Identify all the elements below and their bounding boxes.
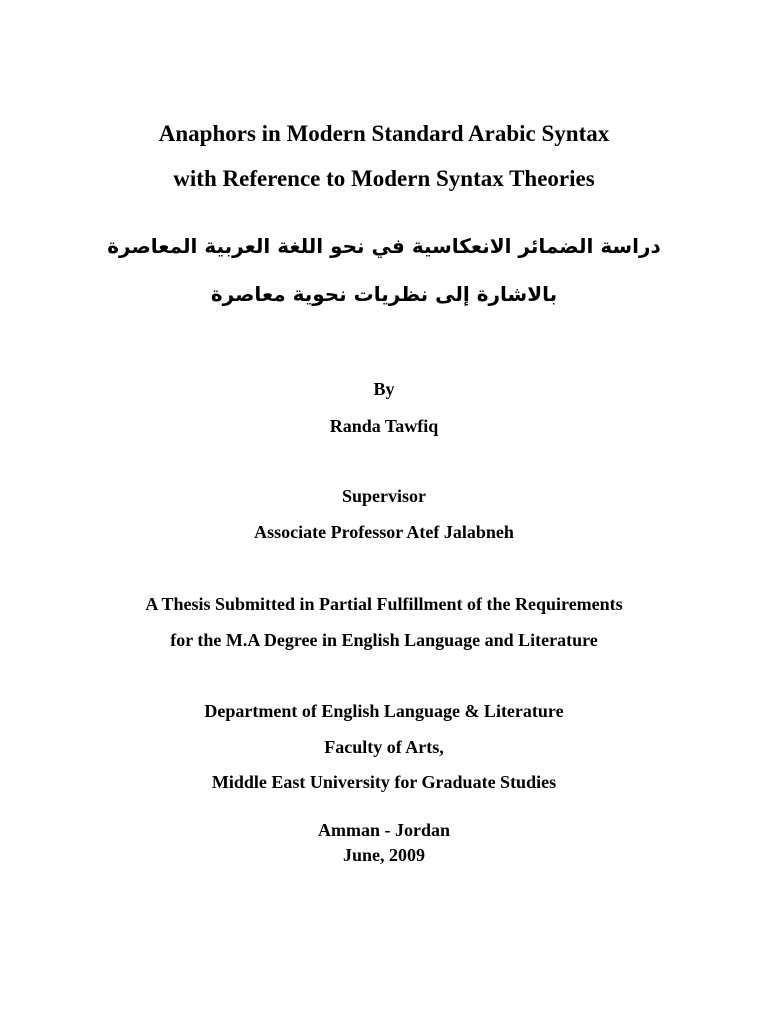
thesis-title-line-1: Anaphors in Modern Standard Arabic Syntax — [158, 121, 610, 146]
department-name: Department of English Language & Literature — [204, 701, 564, 721]
thesis-title-line-2: with Reference to Modern Syntax Theories — [173, 166, 595, 191]
date: June, 2009 — [342, 845, 425, 865]
university-name: Middle East University for Graduate Studies — [211, 772, 557, 792]
by-label: By — [373, 379, 395, 399]
place: Amman - Jordan — [317, 820, 450, 840]
submission-line-2: for the M.A Degree in English Language and Literature — [170, 630, 598, 650]
faculty-name: Faculty of Arts, — [324, 737, 444, 757]
arabic-title-line-2: بالاشارة إلى نظريات نحوية معاصرة — [210, 282, 558, 306]
author-name: Randa Tawfiq — [329, 416, 439, 436]
supervisor-name: Associate Professor Atef Jalabneh — [254, 522, 514, 542]
supervisor-label: Supervisor — [341, 486, 426, 506]
submission-line-1: A Thesis Submitted in Partial Fulfillment of the Requirements — [145, 594, 623, 614]
arabic-title-line-1: دراسة الضمائر الانعكاسية في نحو اللغة العربية المعاصرة — [107, 234, 661, 258]
